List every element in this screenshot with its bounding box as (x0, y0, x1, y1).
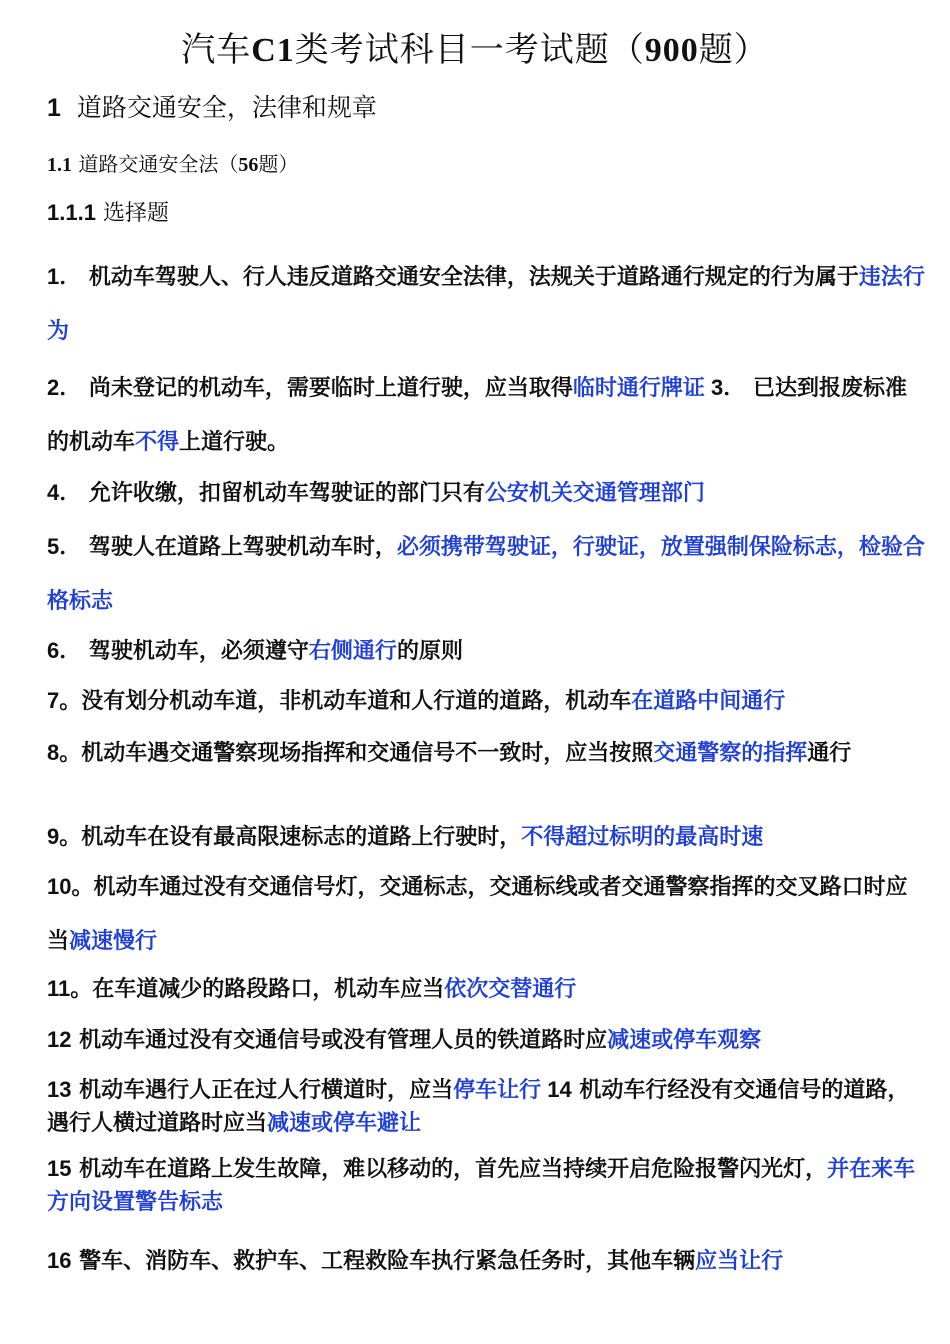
section-1-1-text: 道路交通安全法（ (78, 152, 239, 176)
answer-text: 减速或停车观察 (607, 1028, 762, 1053)
question-10 (47, 860, 927, 969)
question-number: 11 (47, 976, 71, 1001)
answer-text: 不得超过标明的最高时速 (521, 825, 764, 850)
answer-text: 右侧通行 (308, 639, 397, 664)
question-text: 。机动车在设有最高限速标志的道路上行驶时， (59, 825, 522, 850)
question-4 (47, 466, 927, 521)
question-1 (47, 250, 927, 359)
question-text: 已达到报废标准的机动车 (47, 376, 907, 455)
title-count: 900 (644, 32, 699, 69)
answer-text: 应当让行 (695, 1249, 784, 1274)
question-number: 2． (47, 375, 82, 400)
section-1-1-1-number: 1.1.1 (47, 200, 96, 225)
question-number: 5． (47, 534, 82, 559)
section-heading-1 (47, 90, 377, 126)
answer-text: 交通警察的指挥 (653, 741, 808, 766)
answer-text: 必须携带驾驶证，行驶证，放置强制保险标志，检验合格标志 (47, 535, 925, 614)
title-c1: C1 (251, 32, 295, 69)
question-text: 。机动车通过没有交通信号灯，交通标志，交通标线或者交通警察指挥的交叉路口时应当 (47, 875, 908, 954)
answer-text: 不得 (135, 430, 180, 455)
question-number: 16 (47, 1248, 72, 1273)
section-1-1-count: 56 (238, 154, 259, 176)
question-tail: 上道行驶。 (179, 430, 290, 455)
question-number: 9 (47, 824, 60, 849)
question-tail: 的原则 (396, 639, 463, 664)
section-1-1-number: 1.1 (47, 154, 72, 176)
section-1-text: 道路交通安全，法律和规章 (76, 93, 377, 122)
question-12 (47, 1023, 927, 1057)
question-text: 允许收缴，扣留机动车驾驶证的部门只有 (81, 481, 485, 506)
question-number: 8 (47, 740, 60, 765)
question-5 (47, 520, 927, 629)
answer-text: 违法行为 (47, 265, 925, 344)
question-6 (47, 634, 927, 668)
question-11 (47, 972, 927, 1006)
question-number: 13 (47, 1077, 72, 1102)
question-number: 1． (47, 264, 82, 289)
question-number: 10 (47, 874, 72, 899)
title-suffix: 题） (698, 30, 769, 70)
section-1-1-1-text: 选择题 (102, 201, 169, 226)
question-number: 12 (47, 1027, 72, 1052)
answer-text: 停车让行 (453, 1078, 542, 1103)
question-text: 。在车道减少的路段路口，机动车应当 (70, 977, 445, 1002)
answer-text: 依次交替通行 (444, 977, 577, 1002)
question-8 (47, 736, 927, 770)
question-text: 警车、消防车、救护车、工程救险车执行紧急任务时，其他车辆 (71, 1249, 696, 1274)
question-text: 机动车遇行人正在过人行横道时，应当 (71, 1078, 454, 1103)
question-text: 驾驶人在道路上驾驶机动车时， (81, 535, 397, 560)
section-1-1-suffix: 题） (258, 152, 299, 176)
answer-text: 公安机关交通管理部门 (484, 481, 705, 506)
question-2-3 (47, 361, 927, 470)
section-1-number: 1 (47, 94, 61, 122)
question-number: 15 (47, 1156, 72, 1181)
question-text: 机动车驾驶人、行人违反道路交通安全法律，法规关于道路通行规定的行为属于 (81, 265, 859, 290)
question-16 (47, 1244, 927, 1278)
answer-text: 减速或停车避让 (267, 1111, 422, 1136)
answer-text: 临时通行牌证 (572, 376, 705, 401)
answer-text: 在道路中间通行 (631, 689, 786, 714)
section-heading-1-1-1 (47, 196, 169, 231)
question-text: 机动车通过没有交通信号或没有管理人员的铁道路时应 (71, 1028, 608, 1053)
question-number: 3． (704, 375, 746, 400)
question-15 (47, 1152, 927, 1219)
question-7 (47, 684, 927, 718)
question-number: 14 (541, 1077, 572, 1102)
question-text: 尚未登记的机动车，需要临时上道行驶，应当取得 (81, 376, 573, 401)
question-number: 6． (47, 638, 82, 663)
question-number: 7 (47, 688, 60, 713)
answer-text: 减速慢行 (69, 929, 158, 954)
answer-text: 并在来车方向设置警告标志 (47, 1157, 916, 1215)
question-text: 机动车在道路上发生故障，难以移动的，首先应当持续开启危险报警闪光灯， (71, 1157, 828, 1182)
question-number: 4． (47, 480, 82, 505)
title-mid: 类考试科目一考试题（ (294, 30, 645, 70)
question-13-14 (47, 1073, 927, 1140)
question-tail: 通行 (807, 741, 852, 766)
question-text: 机动车行经没有交通信号的道路，遇行人横过道路时应当 (47, 1078, 910, 1136)
section-heading-1-1 (47, 148, 298, 181)
page-title (0, 26, 950, 75)
question-text: 。没有划分机动车道，非机动车道和人行道的道路，机动车 (59, 689, 632, 714)
title-prefix: 汽车 (181, 30, 252, 70)
question-text: 驾驶机动车，必须遵守 (81, 639, 309, 664)
question-9 (47, 820, 927, 854)
question-text: 。机动车遇交通警察现场指挥和交通信号不一致时，应当按照 (59, 741, 654, 766)
